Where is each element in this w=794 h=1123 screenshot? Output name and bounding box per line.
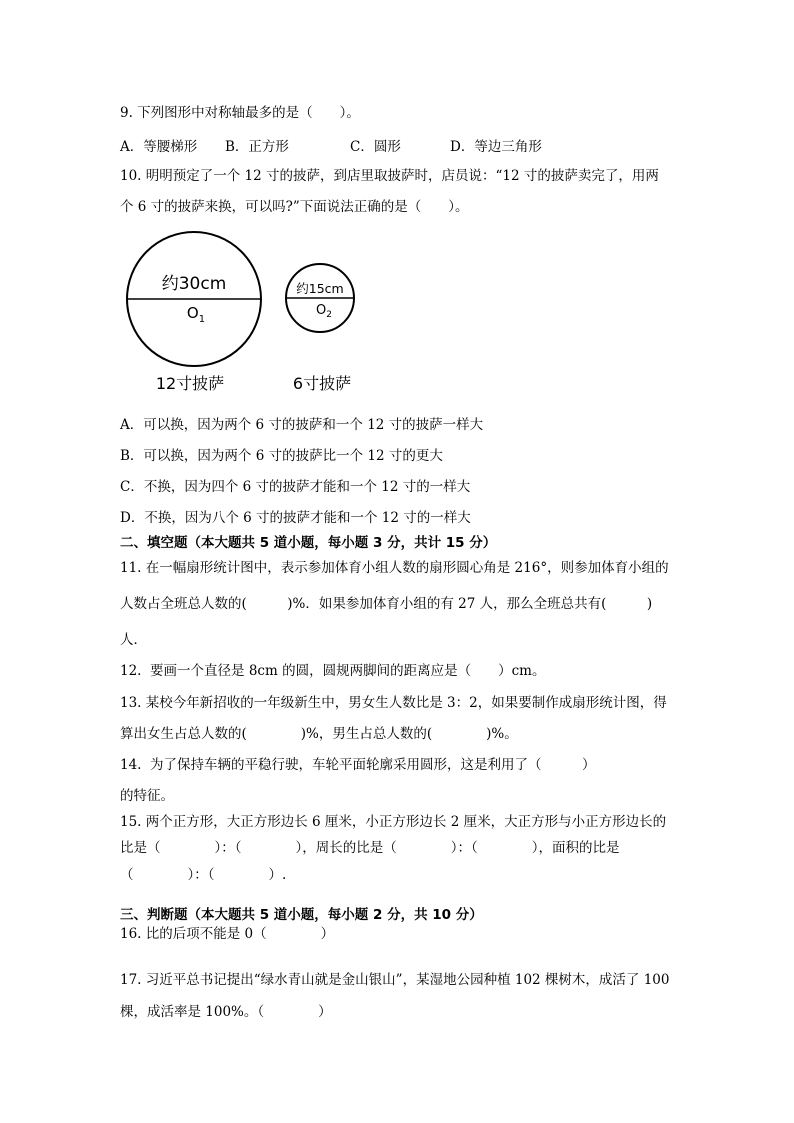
q11-line1: 11. 在一幅扇形统计图中，表示参加体育小组人数的扇形圆心角是 216°，则参加体育小组的 [120, 560, 669, 576]
q12: 12. 要画一个直径是 8cm 的圆，圆规两脚间的距离应是（ ）cm。 [120, 663, 546, 679]
q11-line2: 人数占全班总人数的( )%．如果参加体育小组的有 27 人，那么全班总共有( ) [120, 596, 653, 612]
big-pizza-center-label: $O_1$ [186, 304, 206, 325]
q14-line1: 14. 为了保持车辆的平稳行驶，车轮平面轮廓采用圆形，这是利用了（ ） [120, 757, 596, 773]
q13-line2: 算出女生占总人数的( )%，男生占总人数的( )%。 [120, 726, 518, 742]
q15-line3: （ ）：（ ）. [120, 867, 287, 883]
q9-option-d: D．等边三角形 [450, 139, 542, 155]
q10-option-c: C．不换，因为四个 6 寸的披萨才能和一个 12 寸的一样大 [120, 479, 471, 495]
q9-option-b: B．正方形 [225, 139, 289, 155]
q10-option-b: B．可以换，因为两个 6 寸的披萨比一个 12 寸的更大 [120, 448, 443, 464]
q16: 16. 比的后项不能是 0（ ） [120, 926, 335, 942]
q10-stem-line1: 10. 明明预定了一个 12 寸的披萨，到店里取披萨时，店员说：“12 寸的披萨卖完了，用两 [120, 168, 659, 184]
big-pizza-caption: 12寸披萨 [155, 374, 225, 393]
q10-option-d: D．不换，因为八个 6 寸的披萨才能和一个 12 寸的一样大 [120, 510, 471, 526]
q15-line1: 15. 两个正方形，大正方形边长 6 厘米，小正方形边长 2 厘米，大正方形与小正方形边长的 [120, 814, 667, 830]
section-2-heading: 二、填空题（本大题共 5 道小题，每小题 3 分，共计 15 分） [120, 535, 497, 551]
small-pizza-center-label: $O_2$ [316, 303, 332, 320]
section-3-heading: 三、判断题（本大题共 5 道小题，每小题 2 分，共 10 分） [120, 907, 483, 923]
q15-line2: 比是（ ）：（ ），周长的比是（ ）：（ ），面积的比是 [120, 840, 620, 856]
q9-option-a: A．等腰梯形 [120, 139, 198, 155]
q13-line1: 13. 某校今年新招收的一年级新生中，男女生人数比是 3：2，如果要制作成扇形统计图，得 [120, 695, 667, 711]
q9-option-c: C．圆形 [350, 139, 401, 155]
small-pizza-caption: 6寸披萨 [292, 374, 352, 393]
pizza-figure [0, 222, 794, 402]
q11-line3: 人． [120, 632, 147, 648]
q10-option-a: A．可以换，因为两个 6 寸的披萨和一个 12 寸的披萨一样大 [120, 417, 484, 433]
q9-stem: 9. 下列图形中对称轴最多的是（ ）。 [120, 105, 360, 121]
q17-line2: 棵，成活率是 100%。（ ） [120, 1004, 332, 1020]
q10-stem-line2: 个 6 寸的披萨来换，可以吗?”下面说法正确的是（ ）。 [120, 199, 469, 215]
big-pizza-diameter-label: 约30cm [161, 274, 227, 294]
q14-line2: 的特征。 [120, 788, 174, 804]
q17-line1: 17. 习近平总书记提出“绿水青山就是金山银山”，某湿地公园种植 102 棵树木，成活了 100 [120, 972, 670, 988]
small-pizza-diameter-label: 约15cm [296, 281, 344, 296]
